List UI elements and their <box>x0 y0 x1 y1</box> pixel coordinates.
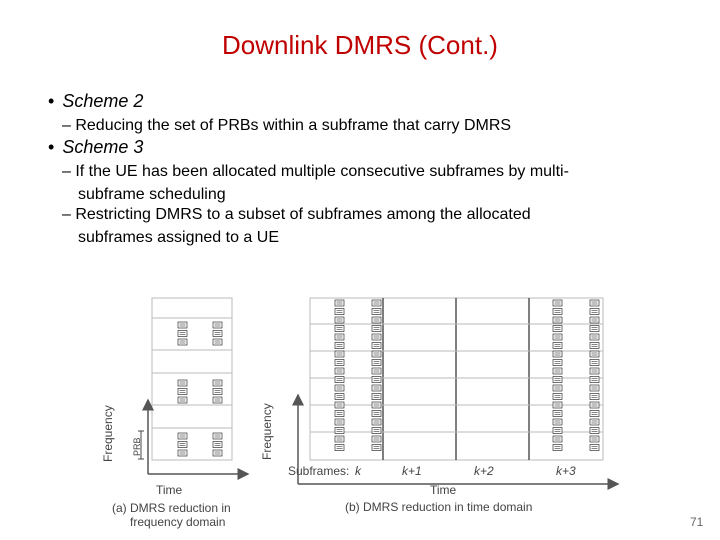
dmrs-symbol <box>590 326 599 332</box>
dmrs-symbol <box>372 368 381 374</box>
dmrs-symbol <box>335 368 344 374</box>
dmrs-symbol <box>553 436 562 442</box>
dmrs-symbol <box>372 317 381 323</box>
dmrs-symbol <box>335 343 344 349</box>
right-caption: (b) DMRS reduction in time domain <box>345 500 533 514</box>
dmrs-symbol <box>178 380 187 386</box>
dmrs-symbol <box>335 334 344 340</box>
dmrs-symbol <box>590 360 599 366</box>
frequency-domain-diagram <box>101 298 248 529</box>
right-time-label: Time <box>430 483 457 497</box>
dmrs-symbol <box>372 394 381 400</box>
dmrs-symbol <box>590 402 599 408</box>
dmrs-symbol <box>590 436 599 442</box>
dmrs-symbol <box>553 402 562 408</box>
dmrs-symbol <box>590 317 599 323</box>
sub-bullet-line: – If the UE has been allocated multiple consecutive subframes by multi- <box>62 163 569 180</box>
prb-label: PRB <box>132 437 142 456</box>
dmrs-symbol <box>553 428 562 434</box>
bullet-label: Scheme 2 <box>62 91 144 111</box>
dmrs-symbol <box>590 377 599 383</box>
dmrs-symbol <box>335 351 344 357</box>
dmrs-symbol <box>372 300 381 306</box>
dmrs-symbol <box>213 397 222 403</box>
page-number: 71 <box>690 515 704 529</box>
sub-bullet-line: – Reducing the set of PRBs within a subframe that carry DMRS <box>62 117 512 134</box>
dmrs-symbol <box>553 385 562 391</box>
dmrs-symbol <box>553 334 562 340</box>
dmrs-symbol <box>553 419 562 425</box>
slide-title: Downlink DMRS (Cont.) <box>222 30 498 60</box>
dmrs-symbol <box>553 317 562 323</box>
dmrs-symbol <box>553 343 562 349</box>
dmrs-symbol <box>372 385 381 391</box>
dmrs-symbol <box>553 309 562 315</box>
dmrs-symbol <box>335 326 344 332</box>
dmrs-symbol <box>335 402 344 408</box>
dmrs-symbol <box>178 322 187 328</box>
bullet-dot: • <box>48 137 55 157</box>
dmrs-symbol <box>335 317 344 323</box>
dmrs-symbol <box>335 436 344 442</box>
dmrs-symbol <box>590 351 599 357</box>
dmrs-symbol <box>590 343 599 349</box>
left-caption-line-1: (a) DMRS reduction in <box>112 501 231 515</box>
left-time-label: Time <box>156 483 183 497</box>
dmrs-symbol <box>213 331 222 337</box>
dmrs-symbol <box>590 445 599 451</box>
dmrs-symbol <box>553 351 562 357</box>
dmrs-symbol <box>213 322 222 328</box>
subframes-label: Subframes: <box>288 464 350 478</box>
dmrs-symbol <box>178 389 187 395</box>
dmrs-symbol <box>213 442 222 448</box>
dmrs-symbol <box>590 394 599 400</box>
dmrs-symbol <box>335 360 344 366</box>
sub-bullet-line: subframes assigned to a UE <box>78 229 279 246</box>
dmrs-symbol <box>178 433 187 439</box>
dmrs-symbol <box>590 428 599 434</box>
dmrs-symbol <box>335 377 344 383</box>
dmrs-symbol <box>553 300 562 306</box>
subframe-k-label: k <box>355 464 361 478</box>
dmrs-symbol <box>178 331 187 337</box>
dmrs-symbol <box>590 309 599 315</box>
dmrs-symbol <box>213 339 222 345</box>
dmrs-symbol <box>213 433 222 439</box>
dmrs-symbol <box>335 300 344 306</box>
dmrs-symbol <box>372 309 381 315</box>
dmrs-symbol <box>590 368 599 374</box>
dmrs-symbol <box>372 402 381 408</box>
time-domain-diagram <box>260 298 618 514</box>
dmrs-symbol <box>590 300 599 306</box>
dmrs-symbol <box>372 351 381 357</box>
dmrs-symbol <box>213 380 222 386</box>
dmrs-symbol <box>178 397 187 403</box>
sub-bullet-line: subframe scheduling <box>78 186 226 203</box>
left-caption-line-2: frequency domain <box>130 515 226 529</box>
dmrs-symbol <box>553 360 562 366</box>
dmrs-symbol <box>372 343 381 349</box>
dmrs-symbol <box>372 428 381 434</box>
dmrs-symbol <box>590 385 599 391</box>
dmrs-symbol <box>553 411 562 417</box>
dmrs-symbol <box>335 428 344 434</box>
dmrs-symbol <box>335 394 344 400</box>
dmrs-symbol <box>590 411 599 417</box>
dmrs-symbol <box>213 389 222 395</box>
dmrs-symbol <box>590 419 599 425</box>
dmrs-symbol <box>372 326 381 332</box>
dmrs-symbol <box>553 326 562 332</box>
bullet-dot: • <box>48 91 55 111</box>
dmrs-symbol <box>335 309 344 315</box>
dmrs-symbol <box>335 385 344 391</box>
dmrs-symbol <box>372 419 381 425</box>
dmrs-symbol <box>213 450 222 456</box>
dmrs-symbol <box>553 394 562 400</box>
subframe-k3-label: k+3 <box>556 464 576 478</box>
subframe-k2-label: k+2 <box>474 464 494 478</box>
dmrs-symbol <box>590 334 599 340</box>
dmrs-symbol <box>553 445 562 451</box>
dmrs-symbol <box>335 411 344 417</box>
dmrs-symbol <box>372 411 381 417</box>
dmrs-symbol <box>178 442 187 448</box>
sub-bullet-line: – Restricting DMRS to a subset of subframes among the allocated <box>62 206 531 223</box>
dmrs-symbol <box>372 334 381 340</box>
dmrs-symbol <box>335 445 344 451</box>
left-frequency-label: Frequency <box>101 405 115 462</box>
dmrs-symbol <box>372 445 381 451</box>
dmrs-symbol <box>178 450 187 456</box>
dmrs-symbol <box>372 436 381 442</box>
bullet-label: Scheme 3 <box>62 137 144 157</box>
dmrs-symbol <box>553 377 562 383</box>
dmrs-symbol <box>553 368 562 374</box>
subframe-k1-label: k+1 <box>402 464 422 478</box>
dmrs-symbol <box>335 419 344 425</box>
right-frequency-label: Frequency <box>260 403 274 460</box>
dmrs-symbol <box>178 339 187 345</box>
dmrs-symbol <box>372 377 381 383</box>
dmrs-symbol <box>372 360 381 366</box>
